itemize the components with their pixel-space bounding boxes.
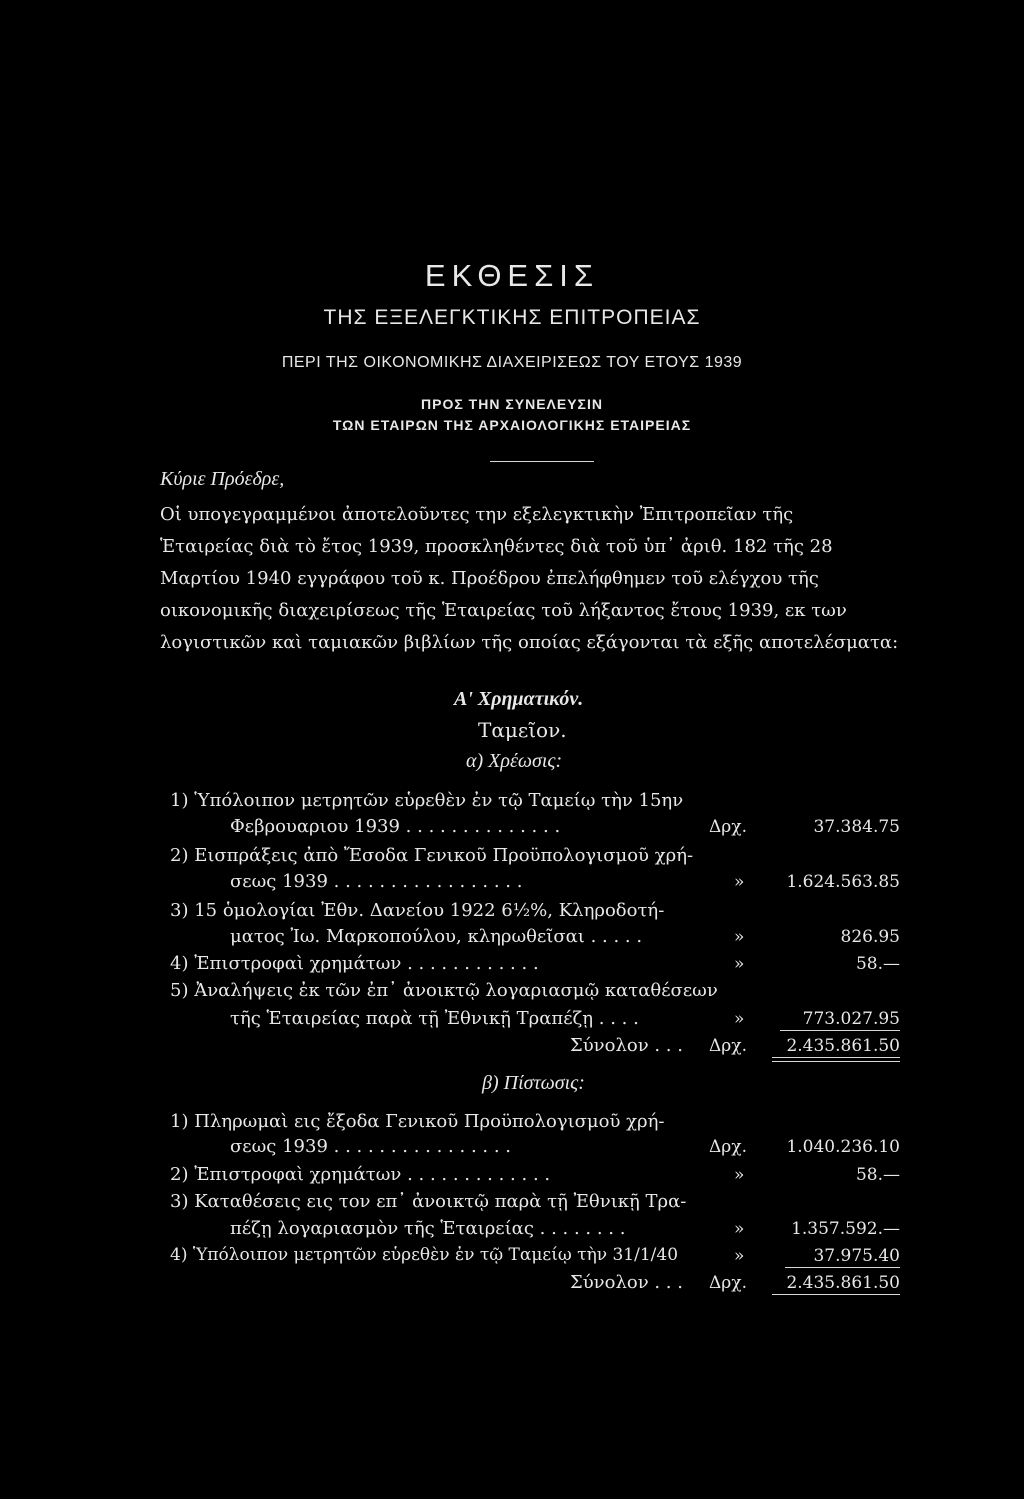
credit-total-label: Σύνολον . . . (570, 1272, 683, 1293)
debit-total-rule-2 (772, 1061, 900, 1062)
credit-item-2-amount: 58.— (855, 1165, 900, 1185)
debit-item-3-line2: ματος Ἰω. Μαρκοπούλου, κληρωθεῖσαι . . . . . (230, 926, 643, 947)
debit-item-5-amount: 773.027.95 (802, 1009, 900, 1029)
paragraph-line: Μαρτίου 1940 εγγράφου τοῦ κ. Προέδρου ἐπελήφθημεν τοῦ ελέγχου τῆς (160, 568, 819, 589)
page-title: ΕΚΘΕΣΙΣ (424, 258, 600, 293)
debit-total-rule-1 (772, 1057, 900, 1058)
credit-item-4-amount: 37.975.40 (813, 1246, 900, 1266)
subtitle-assembly: ΠΡΟΣ ΤΗΝ ΣΥΝΕΛΕΥΣΙΝ (421, 396, 603, 412)
credit-item-1-line1: 1) Πληρωμαὶ εις ἔξοδα Γενικοῦ Προϋπολογισμοῦ χρή- (170, 1111, 665, 1132)
subtitle-members: ΤΩΝ ΕΤΑΙΡΩΝ ΤΗΣ ΑΡΧΑΙΟΛΟΓΙΚΗΣ ΕΤΑΙΡΕΙΑΣ (332, 417, 692, 433)
header-divider (490, 461, 594, 462)
section-subheading: Ταμεῖον. (478, 718, 567, 742)
subtitle-committee: ΤΗΣ ΕΞΕΛΕΓΚΤΙΚΗΣ ΕΠΙΤΡΟΠΕΙΑΣ (323, 306, 701, 329)
paragraph-line: λογιστικῶν καὶ ταμιακῶν βιβλίων τῆς οποίας εξάγονται τὰ εξῆς αποτελέσματα: (160, 632, 899, 653)
credit-item-4-line1: 4) Ὑπόλοιπον μετρητῶν εὑρεθὲν ἐν τῷ Ταμείῳ τὴν 31/1/40 (170, 1245, 679, 1265)
paragraph-line: Οἱ υπογεγραμμένοι ἀποτελοῦντες την εξελεγκτικὴν Ἐπιτροπεῖαν τῆς (160, 504, 794, 525)
credit-total-currency: Δρχ. (709, 1273, 747, 1293)
section-heading: Α' Χρηματικόν. (454, 688, 584, 710)
credit-total-amount: 2.435.861.50 (786, 1273, 900, 1293)
credit-item-1-line2: σεως 1939 . . . . . . . . . . . . . . . . (230, 1136, 511, 1157)
credit-item-4-currency: » (734, 1246, 745, 1266)
credit-item-2-currency: » (734, 1165, 745, 1185)
credit-item-3-line1: 3) Καταθέσεις εις τον επ᾽ ἀνοικτῷ παρὰ τῇ Ἐθνικῇ Τρα- (170, 1191, 687, 1212)
paragraph-line: οικονομικῆς διαχειρίσεως τῆς Ἑταιρείας τοῦ λήξαντος ἔτους 1939, εκ των (160, 600, 847, 621)
salutation: Κύριε Πρόεδρε, (160, 468, 285, 490)
debit-item-5-line2: τῆς Ἑταιρείας παρὰ τῇ Ἐθνικῇ Τραπέζῃ . . . . (230, 1008, 639, 1029)
credit-item-2-line1: 2) Ἐπιστροφαὶ χρημάτων . . . . . . . . . . . . . (170, 1164, 551, 1185)
debit-total-currency: Δρχ. (709, 1036, 747, 1056)
debit-total-amount: 2.435.861.50 (786, 1036, 900, 1056)
debit-item-2-line1: 2) Εισπράξεις ἀπὸ Ἔσοδα Γενικοῦ Προϋπολογισμοῦ χρή- (170, 845, 694, 866)
credit-subtotal-rule (785, 1267, 900, 1268)
debit-item-1-currency: Δρχ. (709, 817, 747, 837)
debit-item-3-currency: » (734, 927, 745, 947)
debit-item-2-currency: » (734, 872, 745, 892)
credit-heading: β) Πίστωσις: (482, 1072, 585, 1094)
credit-item-1-currency: Δρχ. (709, 1137, 747, 1157)
credit-item-3-amount: 1.357.592.— (791, 1219, 900, 1239)
debit-item-5-currency: » (734, 1009, 745, 1029)
paragraph-line: Ἑταιρείας διὰ τὸ ἔτος 1939, προσκληθέντες διὰ τοῦ ὑπ᾽ ἀριθ. 182 τῆς 28 (160, 536, 833, 557)
debit-total-label: Σύνολον . . . (570, 1035, 683, 1056)
debit-item-5-line1: 5) Ἀναλήψεις ἐκ τῶν ἐπ᾽ ἀνοικτῷ λογαριασμῷ καταθέσεων (170, 980, 718, 1001)
debit-subtotal-rule (780, 1030, 900, 1031)
credit-total-rule (772, 1294, 900, 1295)
debit-item-1-line1: 1) Ὑπόλοιπον μετρητῶν εὑρεθὲν ἐν τῷ Ταμείῳ τὴν 15ην (170, 790, 684, 811)
credit-item-1-amount: 1.040.236.10 (786, 1137, 900, 1157)
debit-item-4-currency: » (734, 954, 745, 974)
subtitle-management: ΠΕΡΙ ΤΗΣ ΟΙΚΟΝΟΜΙΚΗΣ ΔΙΑΧΕΙΡΙΣΕΩΣ ΤΟΥ ΕΤΟΥΣ 1939 (281, 354, 743, 371)
debit-item-3-amount: 826.95 (840, 927, 900, 947)
debit-item-3-line1: 3) 15 ὁμολογίαι Ἐθν. Δανείου 1922 6½%, Κληροδοτή- (170, 900, 665, 921)
credit-item-3-line2: πέζῃ λογαριασμὸν τῆς Ἑταιρείας . . . . . . . . (230, 1218, 626, 1239)
debit-item-2-amount: 1.624.563.85 (786, 872, 900, 892)
debit-heading: α) Χρέωσις: (466, 750, 563, 772)
credit-item-3-currency: » (734, 1219, 745, 1239)
debit-item-4-amount: 58.— (855, 954, 900, 974)
debit-item-2-line2: σεως 1939 . . . . . . . . . . . . . . . . . (230, 871, 523, 892)
debit-item-1-line2: Φεβρουαριου 1939 . . . . . . . . . . . . . . (230, 816, 561, 837)
debit-item-4-line1: 4) Ἐπιστροφαὶ χρημάτων . . . . . . . . . . . . (170, 953, 539, 974)
debit-item-1-amount: 37.384.75 (813, 817, 900, 837)
